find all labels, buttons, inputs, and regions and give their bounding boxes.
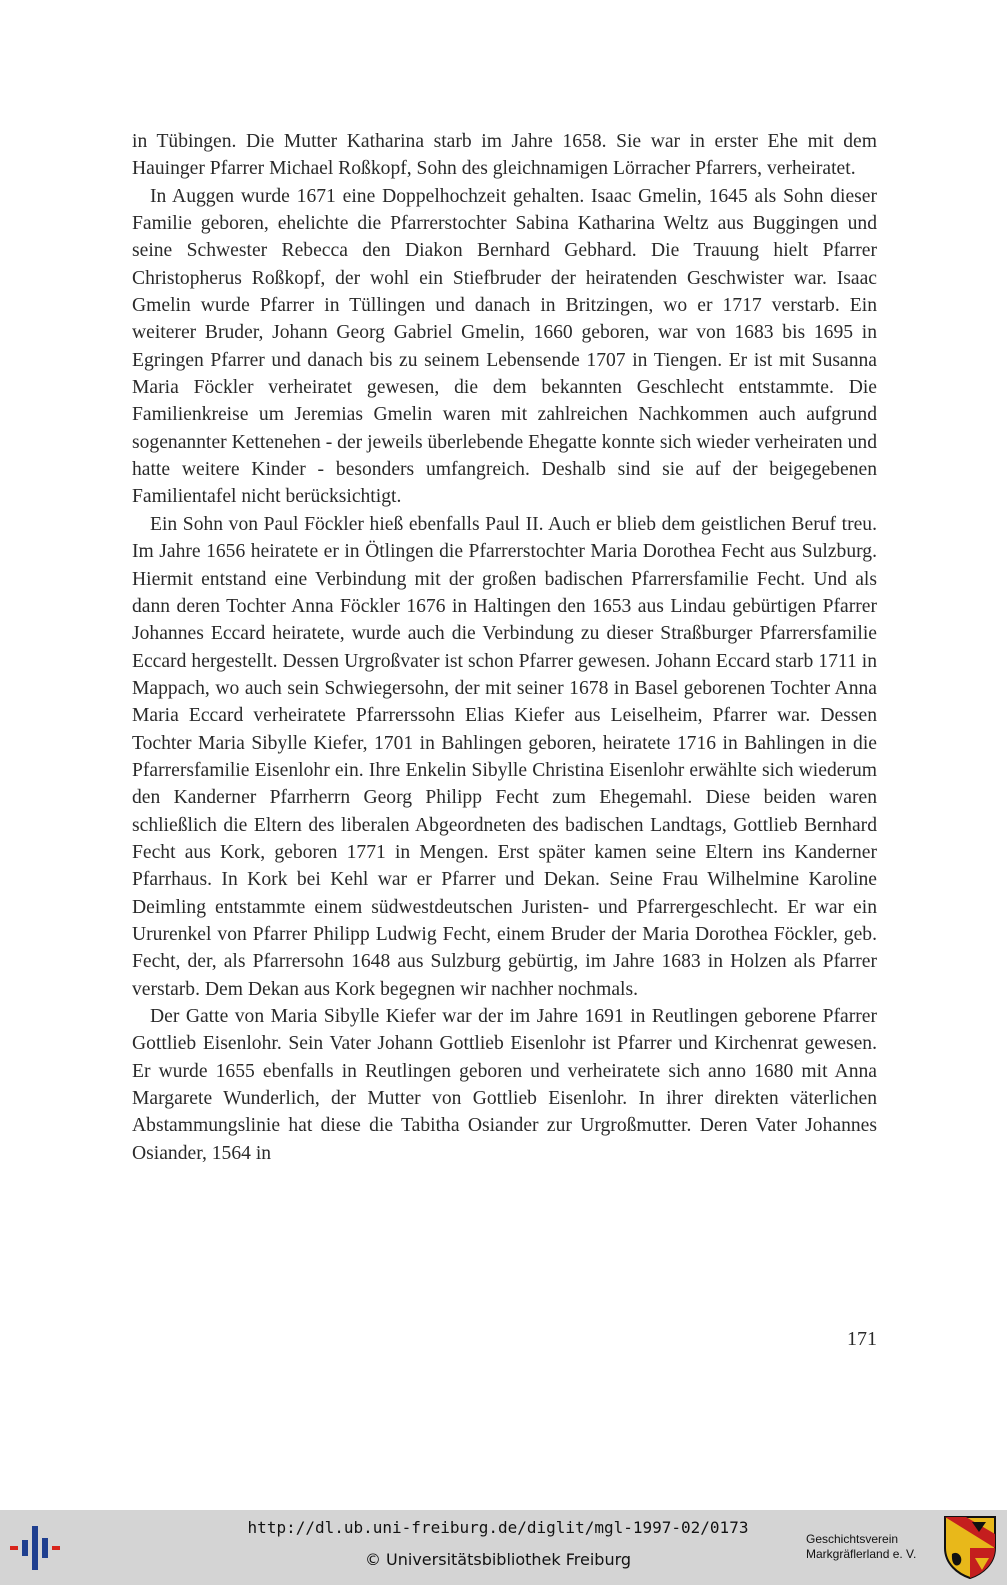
footer-url-link[interactable]: http://dl.ub.uni-freiburg.de/diglit/mgl-1997-02/0173 [247,1518,749,1537]
society-name [806,1532,936,1562]
footer-copyright: © Universitätsbibliothek Freiburg [364,1550,632,1569]
ub-freiburg-logo-icon [8,1524,66,1572]
society-name-line-2: Markgräflerland e. V. [806,1547,917,1561]
page-number: 171 [847,1328,877,1350]
paragraph-1: in Tübingen. Die Mutter Katharina starb im Jahre 1658. Sie war in erster Ehe mit dem Hauinger Pfarrer Michael Roßkopf, Sohn des gleichnamigen Lörracher Pfarrers, verheiratet. [132,131,877,180]
society-name-line-1: Geschichtsverein [806,1532,899,1546]
paragraph-2: In Auggen wurde 1671 eine Doppelhochzeit gehalten. Isaac Gmelin, 1645 als Sohn dieser Familie geboren, ehelichte die Pfarrerstochter Sabina Katharina Weltz aus Buggingen und seine Schwester Rebecca den Diakon Bernhard Gebhard. Die Trauung hielt Pfarrer Christopherus Roßkopf, der wohl ein Stiefbruder der heiratenden Geschwister war. Isaac Gmelin wurde Pfarrer in Tüllingen und danach in Britzingen, wo er 1717 verstarb. Ein weiterer Bruder, Johann Georg Gabriel Gmelin, 1660 geboren, war von 1683 bis 1695 in Egringen Pfarrer und danach bis zu seinem Lebensende 1707 in Tiengen. Er ist mit Susanna Maria Föckler verheiratet gewesen, die dem bekannten Geschlecht entstammte. Die Familienkreise um Jeremias Gmelin waren mit zahlreichen Nachkommen auch aufgrund sogenannter Kettenehen - der jeweils überlebende Ehegatte konnte sich wieder verheiraten und hatte weitere Kinder - besonders umfangreich. Deshalb sind sie auf der beigegebenen Familientafel nicht berücksichtigt. [132,185,877,508]
society-coat-of-arms-icon [942,1514,998,1580]
footer-bar [0,1510,1007,1585]
paragraph-3: Ein Sohn von Paul Föckler hieß ebenfalls Paul II. Auch er blieb dem geistlichen Beruf treu. Im Jahre 1656 heiratete er in Ötlingen die Pfarrerstochter Maria Dorothea Fecht aus Sulzburg. Hiermit entstand eine Verbindung mit der großen badischen Pfarrersfamilie Fecht. Und als dann deren Tochter Anna Föckler 1676 in Haltingen den 1653 aus Lindau gebürtigen Pfarrer Johannes Eccard heiratete, wurde auch die Verbindung zu dieser Straßburger Pfarrersfamilie Eccard hergestellt. Dessen Urgroßvater ist schon Pfarrer gewesen. Johann Eccard starb 1711 in Mappach, wo auch sein Schwiegersohn, der mit seiner 1678 in Basel geborenen Tochter Anna Maria Eccard verheiratete Pfarrerssohn Elias Kiefer aus Leiselheim, Pfarrer war. Dessen Tochter Maria Sibylle Kiefer, 1701 in Bahlingen geboren, heiratete 1716 in Bahlingen in die Pfarrersfamilie Eisenlohr ein. Ihre Enkelin Sibylle Christina Eisenlohr erwählte sich wiederum den Kanderner Pfarrherrn Georg Philipp Fecht zum Ehegemahl. Diese beiden waren schließlich die Eltern des liberalen Abgeordneten des badischen Landtags, Gottlieb Bernhard Fecht aus Kork, geboren 1771 in Mengen. Erst später kamen seine Eltern ins Kanderner Pfarrhaus. In Kork bei Kehl war er Pfarrer und Dekan. Seine Frau Wilhelmine Karoline Deimling entstammte einem südwestdeutschen Juristen- und Pfarrergeschlecht. Er war ein Ururenkel von Pfarrer Philipp Ludwig Fecht, einem Bruder der Maria Dorothea Föckler, geb. Fecht, der, als Pfarrersohn 1648 aus Sulzburg gebürtig, im Jahre 1683 in Holzen als Pfarrer verstarb. Dem Dekan aus Kork begegnen wir nachher nochmals. [132,513,877,1000]
paragraph-4: Der Gatte von Maria Sibylle Kiefer war der im Jahre 1691 in Reutlingen geborene Pfarrer Gottlieb Eisenlohr. Sein Vater Johann Gottlieb Eisenlohr ist Pfarrer und Kirchenrat gewesen. Er wurde 1655 ebenfalls in Reutlingen geboren und verheiratete sich anno 1680 mit Anna Margarete Wunderlich, der Mutter von Gottlieb Eisenlohr. In ihrer direkten väterlichen Abstammungslinie hat diese die Tabitha Osiander zur Urgroßmutter. Deren Vater Johannes Osiander, 1564 in [132,1006,877,1164]
body-text [132,128,877,1167]
